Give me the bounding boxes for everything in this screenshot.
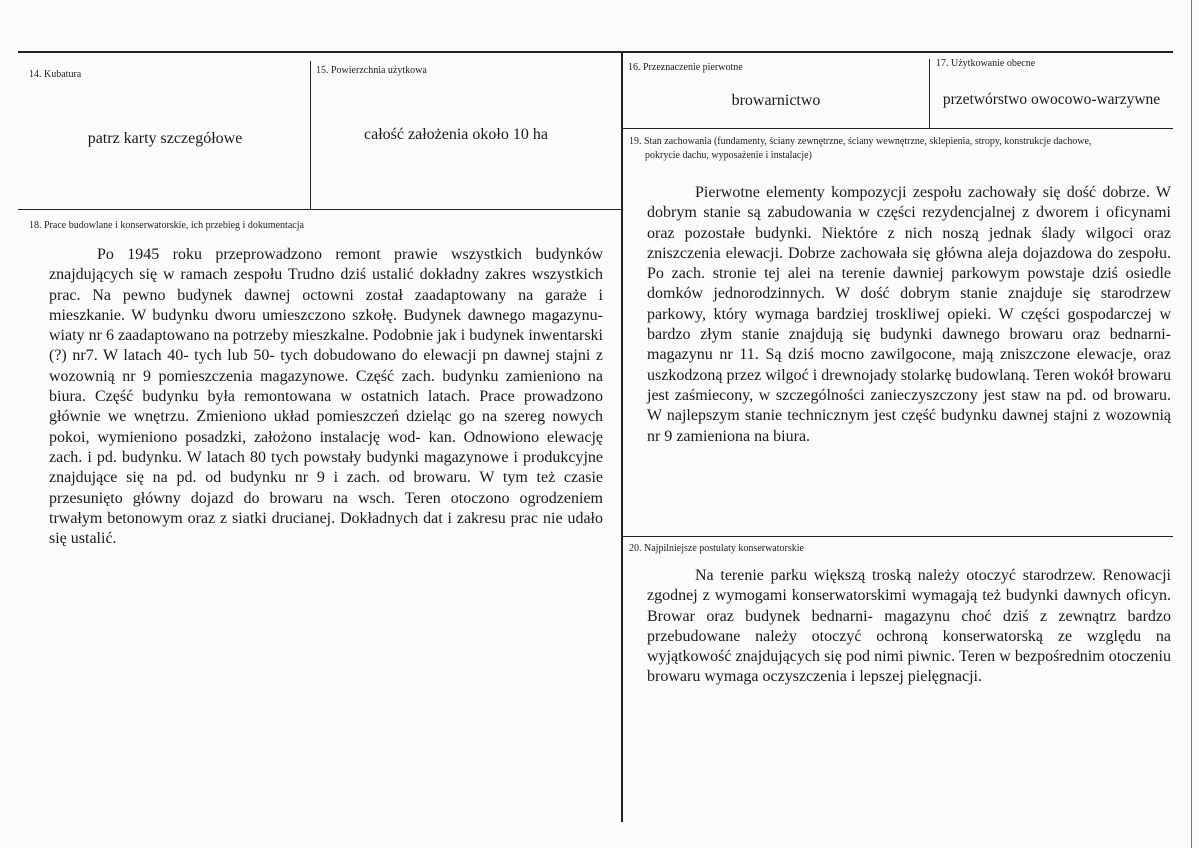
- field-18-text-content: Po 1945 roku przeprowadzono remont prawie wszystkich budynków znajdujących się w ramach zespołu Trudno dziś ustalić dokładny zakres wszystkich prac. Na pewno budynek dawnej octowni został zaadaptowany na garaże i mieszkanie. W budynku dworu umieszczono szkołę. Budynek dawnego magazynu- wiaty nr 6 zaadaptowano na potrzeby mieszkalne. Podobnie jak i budynek inwentarski (?) nr7. W latach 40- tych lub 50- tych dobudowano do elewacji pn dawnej stajni z wozownią nr 9 pomieszczenia magazynowe. Część zach. budynku zamieniono na biura. Część budynku była remontowana w ostatnich latach. Prace prowadzono głównie we wnętrzu. Zmieniono układ pomieszczeń dzieląc go na szereg nowych pokoi, wymieniono posadzki, założono instalację wod- kan. Odnowiono elewację zach. i pd. budynku. W latach 80 tych powstały budynki magazynowe i produkcyjne znajdujące się na pd. od budynku nr 9 i zach. od browaru. W tym też czasie przesunięto główny dojazd do browaru na wsch. Teren otoczono ogrodzeniem trwałym betonowym oraz z siatki drucianej. Dokładnych dat i zakresu prac nie udało się ustalić.: [49, 246, 603, 548]
- field-15-value: całość założenia około 10 ha: [364, 126, 548, 143]
- field-17-value: przetwórstwo owocowo-warzywne: [942, 91, 1161, 108]
- field-16-label: 16. Przeznaczenie pierwotne: [628, 62, 743, 73]
- field-18-text: [49, 245, 603, 549]
- field-19-text: [647, 183, 1171, 447]
- field-19-label-line2: pokrycie dachu, wyposażenie i instalacje): [645, 150, 812, 161]
- center-divider-line: [621, 52, 623, 822]
- field-20-text-content: Na terenie parku większą troską należy otoczyć starodrzew. Renowacji zgodnej z wymogami konserwatorskimi wymagają też budynki dawnych oficyn. Browar oraz budynek bednarni- magazynu choć dziś z zewnątrz bardzo przebudowane należy otoczyć ochroną konserwatorską ze względu na wyjątkowość znajdujących się pod nimi piwnic. Teren w bezpośrednim otoczeniu browaru wymaga oczyszczenia i lepszej pielęgnacji.: [647, 567, 1171, 686]
- field-15-label: 15. Powierzchnia użytkowa: [316, 65, 427, 76]
- right-page-edge: [1191, 0, 1192, 848]
- field-16-value: browarnictwo: [731, 92, 821, 109]
- field-17-label: 17. Użytkowanie obecne: [936, 58, 1036, 69]
- right-section-19-line: [622, 128, 1173, 129]
- right-section-20-line: [622, 536, 1173, 537]
- field-14-value: patrz karty szczegółowe: [87, 130, 243, 147]
- field-19-label-line1: 19. Stan zachowania (fundamenty, ściany zewnętrzne, ściany wewnętrzne, sklepienia, stropy, konstrukcje dachowe,: [629, 136, 1092, 147]
- field-20-label: 20. Najpilniejsze postulaty konserwatorskie: [629, 543, 804, 554]
- field-19-text-content: Pierwotne elementy kompozycji zespołu zachowały się dość dobrze. W dobrym stanie są zabudowania w części rezydencjalnej z dworem i oficynami oraz pozostałe budynki. Niektóre z nich noszą jednak ślady wilgoci oraz zniszczenia elewacji. Dobrze zachowała się główna aleja dojazdowa do zespołu. Po zach. stronie tej alei na terenie dawniej parkowym powstaje dziś osiedle domków jednorodzinnych. W dość dobrym stanie znajduje się starodrzew parkowy, który wymaga bardziej troskliwej opieki. W części gospodarczej w bardzo złym stanie znajdują się budynki dawnego browaru oraz bednarni- magazynu nr 11. Są dziś mocno zawilgocone, mają zniszczone elewacje, oraz uszkodzoną przez wilgoć i drewnojady stolarkę budowlaną. Teren wokół browaru jest zaśmiecony, w szczególności zanieczyszczony jest staw na pd. od browaru. W najlepszym stanie technicznym jest część budynku dawnej stajni z wozownią nr 9 zamieniona na biura.: [647, 184, 1171, 445]
- top-border-line: [18, 51, 1173, 53]
- left-section-18-line: [18, 209, 622, 210]
- field-20-text: [647, 566, 1171, 688]
- field-18-label: 18. Prace budowlane i konserwatorskie, ich przebieg i dokumentacja: [29, 220, 304, 231]
- field-14-label: 14. Kubatura: [29, 69, 82, 80]
